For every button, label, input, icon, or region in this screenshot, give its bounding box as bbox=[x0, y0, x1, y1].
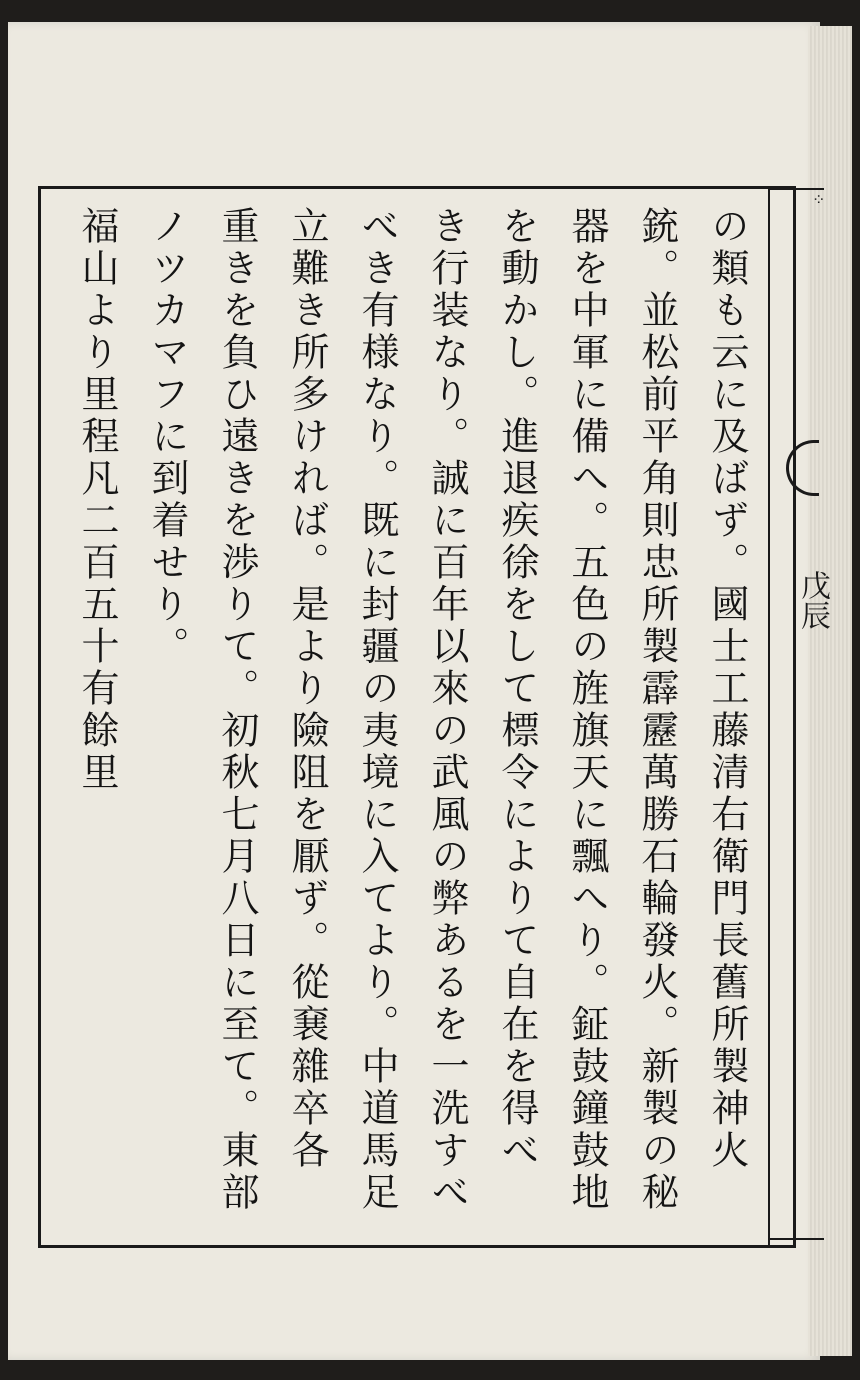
margin-ornament-icon: ⁘ bbox=[812, 190, 826, 209]
text-column-6: べき有様なり。既に封疆の夷境に入てより。中道馬足 bbox=[355, 206, 399, 1214]
text-column-3: 器を中軍に備へ。五色の旌旗天に飄へり。鉦鼓鐘鼓地 bbox=[565, 206, 609, 1214]
text-column-8: 重きを負ひ遠きを渉りて。初秋七月八日に至て。東部 bbox=[215, 206, 259, 1214]
text-column-4: を動かし。進退疾徐をして標令によりて自在を得べ bbox=[495, 206, 539, 1172]
text-column-2: 銃。並松前平角則忠所製霹靂萬勝石輪發火。新製の秘 bbox=[635, 206, 679, 1214]
margin-title: 戊辰 bbox=[795, 570, 830, 630]
text-column-9: ノツカマフに到着せり。 bbox=[145, 206, 189, 668]
text-column-7: 立難き所多ければ。是より險阻を厭ず。從㐮雜卒各 bbox=[285, 206, 329, 1172]
margin-rule-bottom bbox=[768, 1238, 824, 1240]
text-column-5: き行装なり。誠に百年以來の武風の弊あるを一洗すべ bbox=[425, 206, 469, 1214]
body-text bbox=[60, 206, 760, 1226]
margin-rule bbox=[768, 186, 770, 1245]
text-column-1: の類も云に及ばず。國士工藤清右衛門長舊所製神火 bbox=[705, 206, 749, 1172]
page-edges bbox=[808, 26, 852, 1356]
text-column-10: 福山より里程凡二百五十有餘里 bbox=[75, 206, 119, 794]
